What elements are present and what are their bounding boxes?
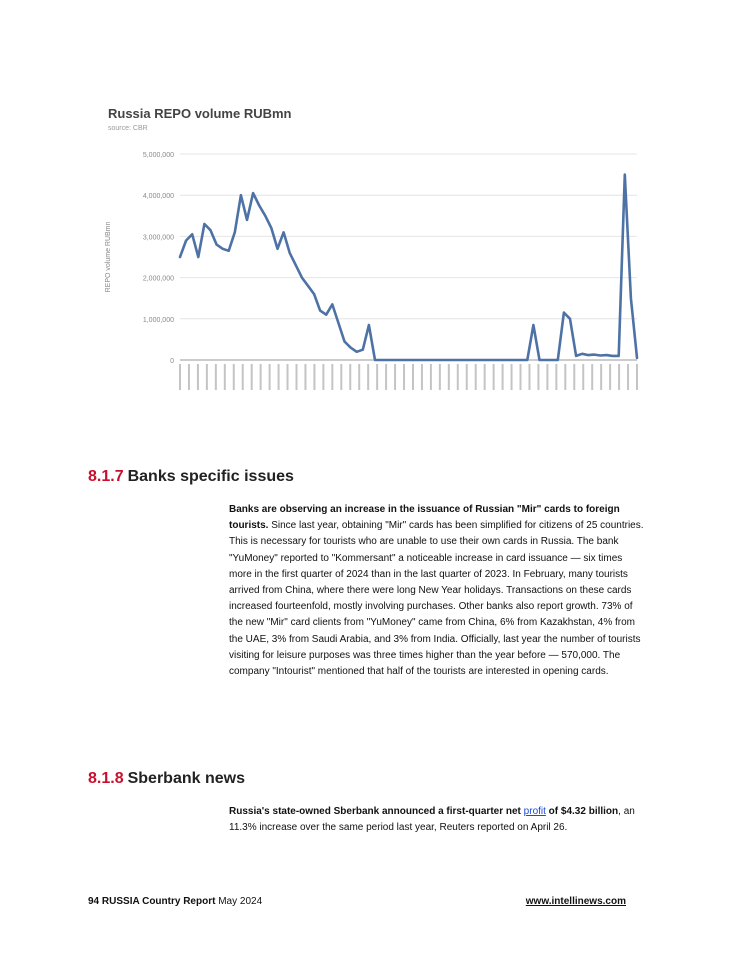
- page-number: 94: [88, 896, 100, 907]
- section-title: Sberbank news: [127, 770, 245, 787]
- report-name: RUSSIA Country Report: [101, 896, 216, 907]
- y-axis-label: REPO volume RUBmn: [105, 221, 112, 293]
- section-number: 8.1.8: [88, 770, 124, 787]
- series-line: [180, 175, 637, 360]
- section-title: Banks specific issues: [127, 468, 294, 485]
- y-tick-label: 4,000,000: [142, 193, 174, 201]
- sberbank-lead-end: of: [545, 806, 559, 817]
- y-tick-label: 1,000,000: [142, 316, 174, 324]
- section-number: 8.1.7: [88, 468, 124, 485]
- y-tick-label: 5,000,000: [142, 152, 174, 159]
- site-link[interactable]: www.intellinews.com: [525, 896, 626, 907]
- sberbank-amount: $4.32 billion: [560, 806, 619, 817]
- chart-title: Russia REPO volume RUBmn: [108, 106, 292, 121]
- sberbank-paragraph: [229, 804, 647, 836]
- repo-volume-chart: [100, 100, 645, 430]
- banks-lead: Banks are observing an increase in the issuance of Russian "Mir" cards to foreign tourists.: [229, 504, 620, 532]
- sberbank-body: , an 11.3% increase over the same period last year, Reuters reported on April 26.: [229, 806, 635, 834]
- report-date: May 2024: [218, 896, 263, 907]
- section-heading-banks: [88, 468, 294, 486]
- y-tick-label: 3,000,000: [142, 234, 174, 242]
- banks-body: Since last year, obtaining "Mir" cards has been simplified for citizens of 25 countries. This is necessary for tourists who are unable to use their own cards in Russia. The bank "YuMoney" reported to "Kommersant" a noticeable increase in card issuance — six times more in the first quarter of 2024 than in the last quarter of 2023. In February, many tourists arrived from China, where there were long New Year holidays. Transactions on these cards increased fourteenfold, mostly involving purchases. Other banks also report growth. 73% of the new "Mir" card clients from "YuMoney" came from China, 6% from Kazakhstan, 4% from the UAE, 3% from Saudi Arabia, and 3% from India. Officially, last year the number of tourists visiting for leisure purposes was three times higher than the year before — 570,000. The company "Intourist" mentioned that half of the tourists are interested in opening cards.: [229, 520, 644, 678]
- banks-paragraph: [229, 502, 647, 680]
- chart-subtitle: source: CBR: [108, 125, 148, 132]
- section-heading-sberbank: [88, 770, 245, 788]
- y-tick-label: 0: [170, 358, 174, 365]
- sberbank-lead: Russia's state-owned Sberbank announced a first-quarter net: [229, 806, 524, 817]
- profit-link[interactable]: profit: [523, 806, 546, 817]
- footer-page-info: [88, 896, 262, 907]
- chart-canvas: [100, 100, 645, 430]
- y-tick-label: 2,000,000: [142, 275, 174, 283]
